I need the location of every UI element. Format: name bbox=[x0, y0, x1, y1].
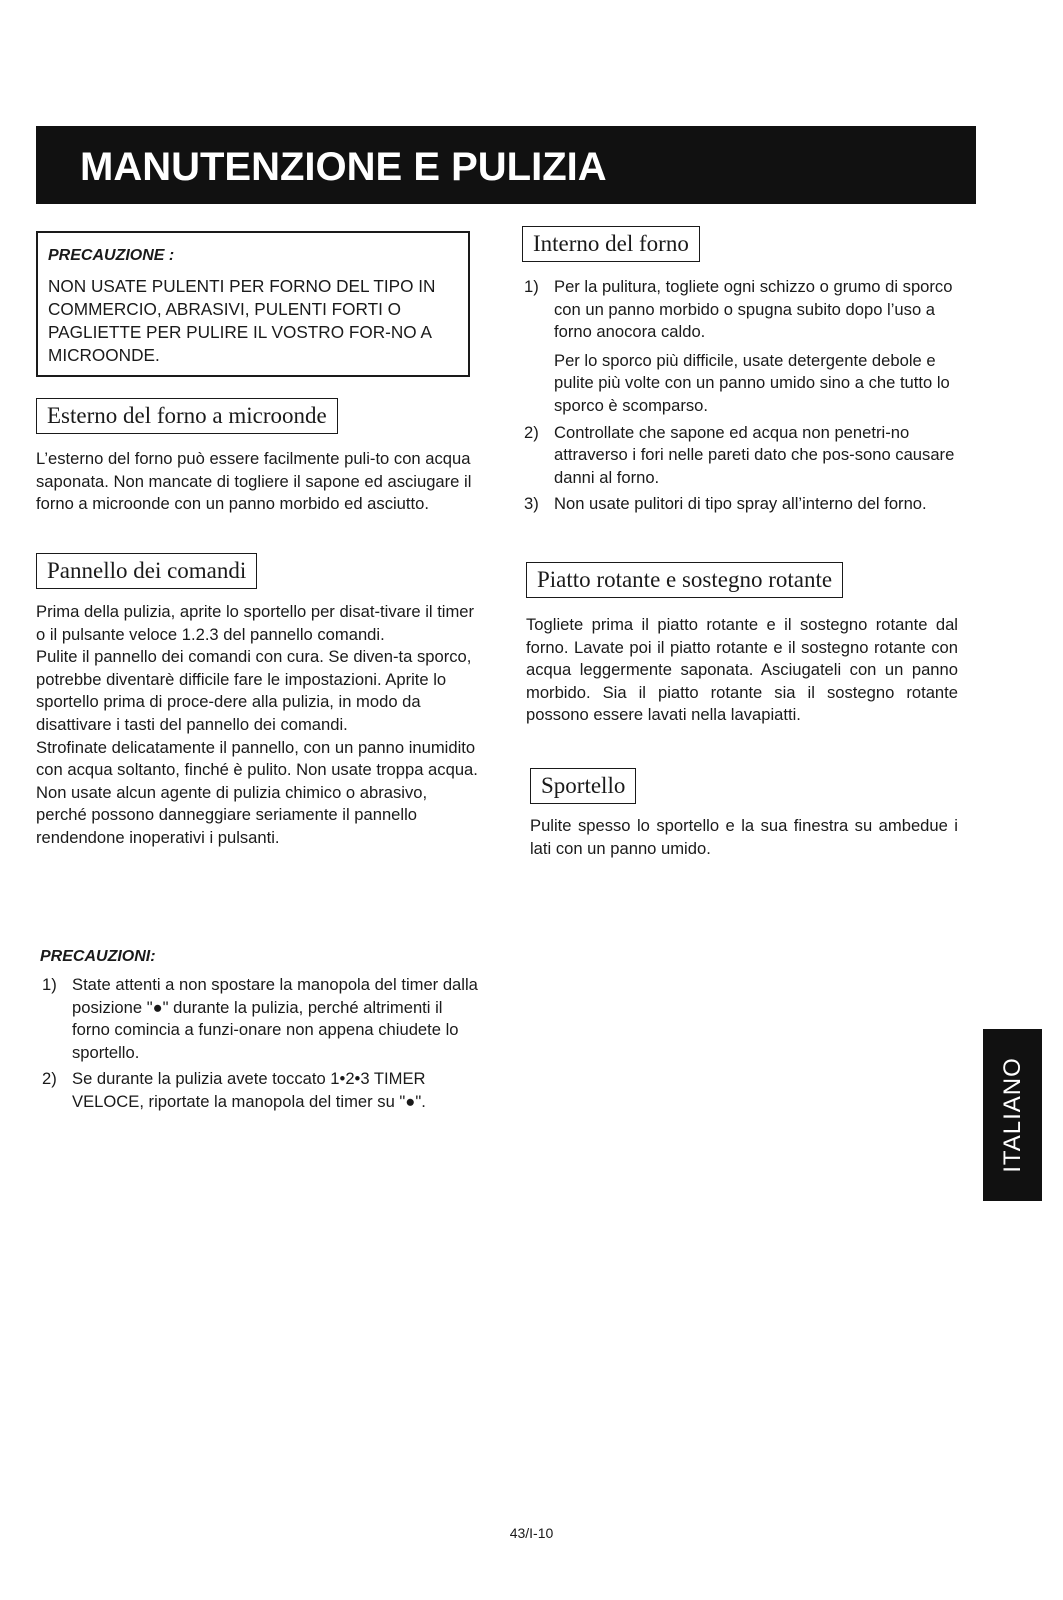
panel-paragraph: Prima della pulizia, aprite lo sportello per disat-tivare il timer o il pulsante veloce 1.2.3 del pannello comandi. bbox=[36, 602, 475, 644]
turntable-section bbox=[526, 614, 958, 727]
list-text: Se durante la pulizia avete toccato 1•2•3 TIMER VELOCE, riportate la manopola del timer su "●". bbox=[72, 1069, 426, 1111]
list-item bbox=[40, 974, 478, 1064]
page-title: MANUTENZIONE E PULIZIA bbox=[36, 126, 976, 204]
list-number: 2) bbox=[524, 422, 539, 442]
precautions-section bbox=[40, 948, 478, 1114]
list-item bbox=[522, 493, 958, 516]
exterior-section bbox=[36, 448, 478, 516]
door-section bbox=[530, 815, 958, 860]
list-item bbox=[40, 1068, 478, 1113]
warning-title: PRECAUZIONE : bbox=[48, 247, 175, 264]
precautions-list bbox=[40, 974, 478, 1114]
heading-interior: Interno del forno bbox=[522, 226, 700, 262]
page-number: 43/I-10 bbox=[509, 1525, 554, 1541]
interior-list bbox=[522, 276, 958, 516]
turntable-text: Togliete prima il piatto rotante e il sostegno rotante dal forno. Lavate poi il piatto rotante e il sostegno rotante con acqua leggermente saponata. Asciugateli con un panno morbido. Sia il piatto rotante sia il sostegno rotante possono essere lavati nella lavapiatti. bbox=[526, 615, 958, 725]
interior-section bbox=[522, 276, 958, 516]
list-text: Non usate pulitori di tipo spray all’interno del forno. bbox=[554, 494, 927, 514]
list-subtext: Per lo sporco più difficile, usate detergente debole e pulite più volte con un panno umido sino a che tutto lo sporco è scomparso. bbox=[554, 350, 950, 415]
precautions-title: PRECAUZIONI: bbox=[40, 948, 156, 965]
warning-box bbox=[36, 231, 470, 377]
panel-paragraph: Strofinate delicatamente il pannello, con un panno inumidito con acqua soltanto, finché è pulito. Non usate troppa acqua. Non usate alcun agente di pulizia chimico o abrasivo, perché possono danneggiare seriamente il pannello rendendone inoperativi i pulsanti. bbox=[36, 737, 478, 847]
heading-control-panel: Pannello dei comandi bbox=[36, 553, 257, 589]
list-text: Per la pulitura, togliete ogni schizzo o grumo di sporco con un panno morbido o spugna subito dopo l’uso a forno anocora caldo. bbox=[554, 277, 953, 342]
exterior-text: L’esterno del forno può essere facilmente puli-to con acqua saponata. Non mancate di togliere il sapone ed asciugare il forno a microonde con un panno morbido ed asciutto. bbox=[36, 449, 472, 514]
list-item bbox=[522, 422, 958, 490]
heading-door: Sportello bbox=[530, 768, 636, 804]
list-number: 3) bbox=[524, 494, 539, 514]
list-text: State attenti a non spostare la manopola del timer dalla posizione "●" durante la pulizia, perché altrimenti il forno comincia a funzi-onare non appena chiudete lo sportello. bbox=[72, 975, 478, 1062]
door-text: Pulite spesso lo sportello e la sua finestra su ambedue i lati con un panno umido. bbox=[530, 816, 958, 858]
list-text: Controllate che sapone ed acqua non penetri-no attraverso i fori nelle pareti dato che pos-sono causare danni al forno. bbox=[554, 422, 955, 487]
list-number: 1) bbox=[524, 277, 539, 296]
warning-text: NON USATE PULENTI PER FORNO DEL TIPO IN COMMERCIO, ABRASIVI, PULENTI FORTI O PAGLIETTE PER PULIRE IL VOSTRO FOR-NO A MICROONDE. bbox=[48, 276, 436, 365]
list-number: 2) bbox=[42, 1069, 57, 1089]
language-label: ITALIANO bbox=[998, 1057, 1026, 1173]
language-tab bbox=[983, 1029, 1042, 1201]
heading-exterior: Esterno del forno a microonde bbox=[36, 398, 338, 434]
control-panel-section bbox=[36, 601, 478, 850]
panel-paragraph: Pulite il pannello dei comandi con cura. Se diven-ta sporco, potrebbe diventarè difficile fare le impostazioni. Aprite lo sportello prima di proce-dere alla pulizia, in modo da disattivare i tasti del pannello dei comandi. bbox=[36, 647, 472, 734]
list-number: 1) bbox=[42, 975, 57, 994]
list-item bbox=[522, 276, 958, 418]
heading-turntable: Piatto rotante e sostegno rotante bbox=[526, 562, 843, 598]
